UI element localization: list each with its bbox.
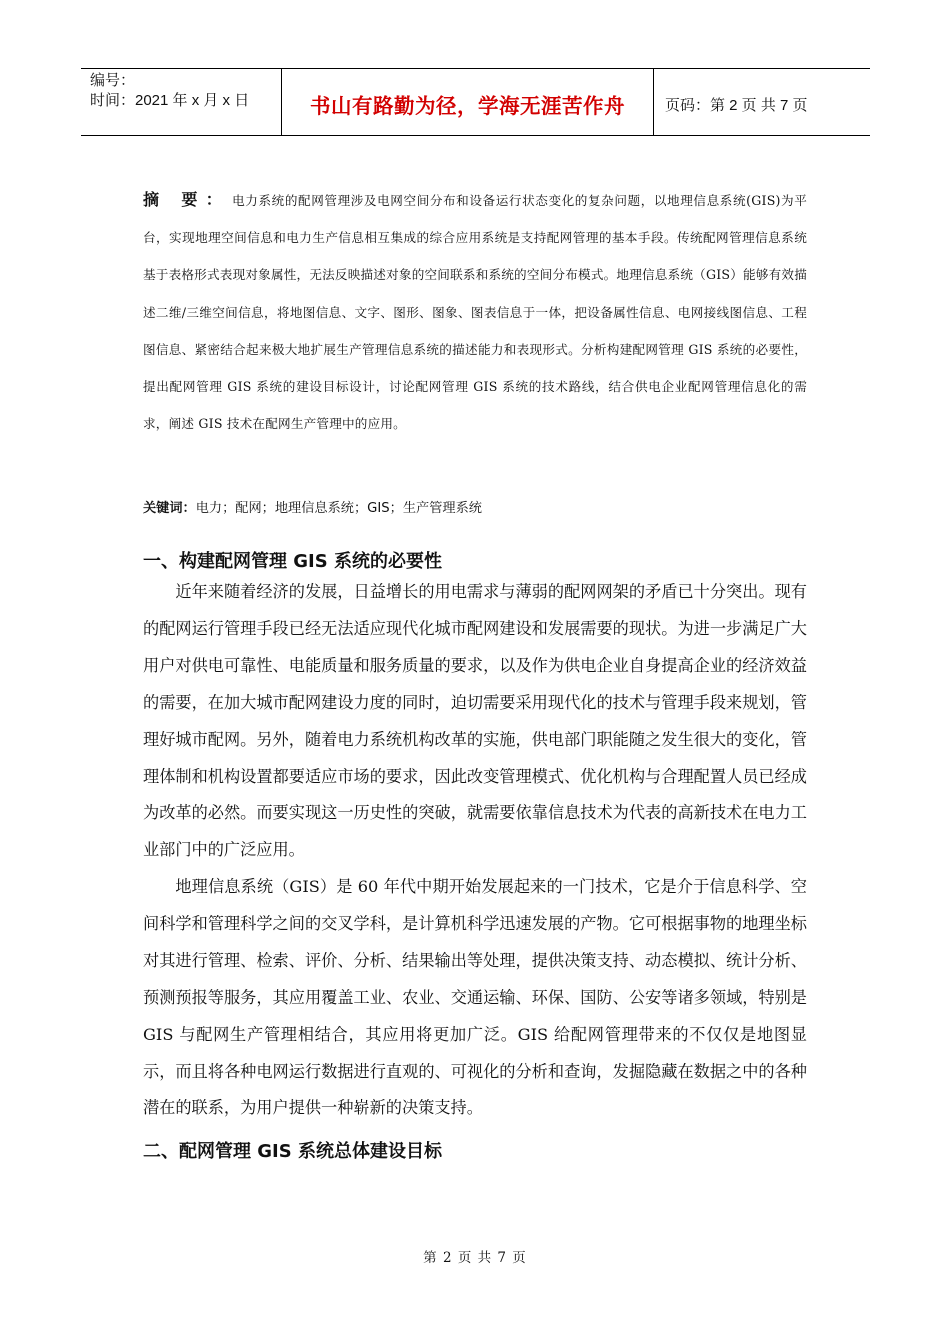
section-heading-1: 一、构建配网管理 GIS 系统的必要性 xyxy=(143,551,442,572)
abstract-text: 电力系统的配网管理涉及电网空间分布和设备运行状态变化的复杂问题，以地理信息系统(GIS)为平台，实现地理空间信息和电力生产信息相互集成的综合应用系统是支持配网管理的基本手段。传统配网管理信息系统基于表格形式表现对象属性，无法反映描述对象的空间联系和系统的空间分布模式。地理信息系统（GIS）能够有效描述二维/三维空间信息，将地图信息、文字、图形、图象、图表信息于一体，把设备属性信息、电网接线图信息、工程图信息、紧密结合起来极大地扩展生产管理信息系统的描述能力和表现形式。分析构建配网管理 GIS 系统的必要性，提出配网管理 GIS 系统的建设目标设计，讨论配网管理 GIS 系统的技术路线，结合供电企业配网管理信息化的需求，阐述 GIS 技术在配网生产管理中的应用。 xyxy=(143,193,807,432)
abstract-label: 摘 要： xyxy=(143,190,231,209)
document-date-label: 时间：2021 年 x 月 x 日 xyxy=(90,92,250,109)
header-page-number: 页码：第 2 页 共 7 页 xyxy=(665,96,808,114)
header-page-cell xyxy=(654,69,870,135)
page-footer: 第 2 页 共 7 页 xyxy=(423,1250,527,1266)
section-1-paragraph-2: 地理信息系统（GIS）是 60 年代中期开始发展起来的一门技术，它是介于信息科学、空间科学和管理科学之间的交叉学科，是计算机科学迅速发展的产物。它可根据事物的地理坐标对其进行管理、检索、评价、分析、结果输出等处理，提供决策支持、动态模拟、统计分析、预测预报等服务，其应用覆盖工业、农业、交通运输、环保、国防、公安等诸多领域，特别是 GIS 与配网生产管理相结合，其应用将更加广泛。GIS 给配网管理带来的不仅仅是地图显示，而且将各种电网运行数据进行直观的、可视化的分析和查询，发掘隐藏在数据之中的各种潜在的联系，为用户提供一种崭新的决策支持。 xyxy=(143,877,807,1118)
header-table xyxy=(81,68,870,136)
document-number-label: 编号： xyxy=(90,72,136,89)
keywords-label: 关键词： xyxy=(143,501,196,516)
abstract xyxy=(143,181,807,442)
keywords-text: 电力；配网；地理信息系统；GIS；生产管理系统 xyxy=(195,501,482,516)
header-meta-cell xyxy=(81,69,282,135)
section-1-paragraph-1: 近年来随着经济的发展，日益增长的用电需求与薄弱的配网网架的矛盾已十分突出。现有的配网运行管理手段已经无法适应现代化城市配网建设和发展需要的现状。为进一步满足广大用户对供电可靠性、电能质量和服务质量的要求，以及作为供电企业自身提高企业的经济效益的需要，在加大城市配网建设力度的同时，迫切需要采用现代化的技术与管理手段来规划，管理好城市配网。另外，随着电力系统机构改革的实施，供电部门职能随之发生很大的变化，管理体制和机构设置都要适应市场的要求，因此改变管理模式、优化机构与合理配置人员已经成为改革的必然。而要实现这一历史性的突破，就需要依靠信息技术为代表的高新技术在电力工业部门中的广泛应用。 xyxy=(143,582,807,860)
keywords xyxy=(143,497,482,521)
section-heading-2: 二、配网管理 GIS 系统总体建设目标 xyxy=(143,1141,442,1162)
header-motto: 书山有路勤为径，学海无涯苦作舟 xyxy=(310,94,625,118)
header-motto-cell xyxy=(282,69,654,135)
